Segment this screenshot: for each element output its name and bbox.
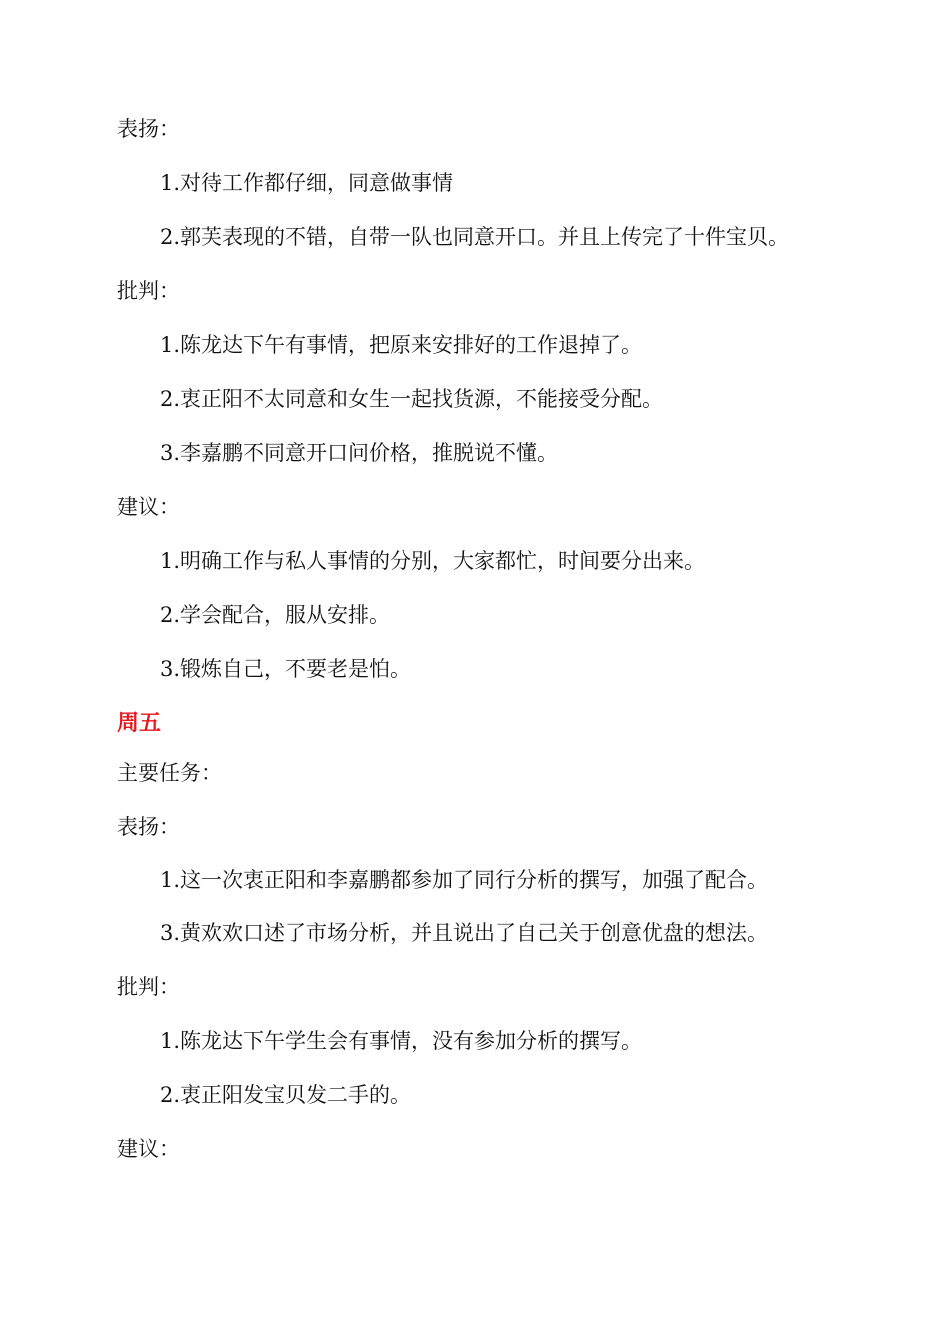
suggestion-item-3: 3.锻炼自己，不要老是怕。 [160, 657, 412, 681]
praise-item-1: 1.对待工作都仔细，同意做事情 [160, 171, 454, 195]
criticism-item-1: 1.陈龙达下午有事情，把原来安排好的工作退掉了。 [160, 333, 643, 357]
section-heading-friday: 周五 [117, 711, 162, 736]
friday-praise-label: 表扬： [117, 815, 180, 839]
suggestion-item-2: 2.学会配合，服从安排。 [160, 603, 391, 627]
praise-item-2: 2.郭芙表现的不错，自带一队也同意开口。并且上传完了十件宝贝。 [160, 225, 790, 249]
suggestion-label: 建议： [117, 495, 180, 519]
criticism-label: 批判： [117, 279, 180, 303]
friday-criticism-item-2: 2.衷正阳发宝贝发二手的。 [160, 1083, 412, 1107]
suggestion-item-1: 1.明确工作与私人事情的分别，大家都忙，时间要分出来。 [160, 549, 706, 573]
main-task-label: 主要任务： [117, 761, 222, 785]
friday-criticism-item-1: 1.陈龙达下午学生会有事情，没有参加分析的撰写。 [160, 1029, 643, 1053]
criticism-item-2: 2.衷正阳不太同意和女生一起找货源，不能接受分配。 [160, 387, 664, 411]
friday-praise-item-1: 1.这一次衷正阳和李嘉鹏都参加了同行分析的撰写，加强了配合。 [160, 868, 769, 892]
friday-suggestion-label: 建议： [117, 1137, 180, 1161]
praise-label: 表扬： [117, 117, 180, 141]
friday-criticism-label: 批判： [117, 975, 180, 999]
criticism-item-3: 3.李嘉鹏不同意开口问价格，推脱说不懂。 [160, 441, 559, 465]
friday-praise-item-2: 3.黄欢欢口述了市场分析，并且说出了自己关于创意优盘的想法。 [160, 921, 769, 945]
